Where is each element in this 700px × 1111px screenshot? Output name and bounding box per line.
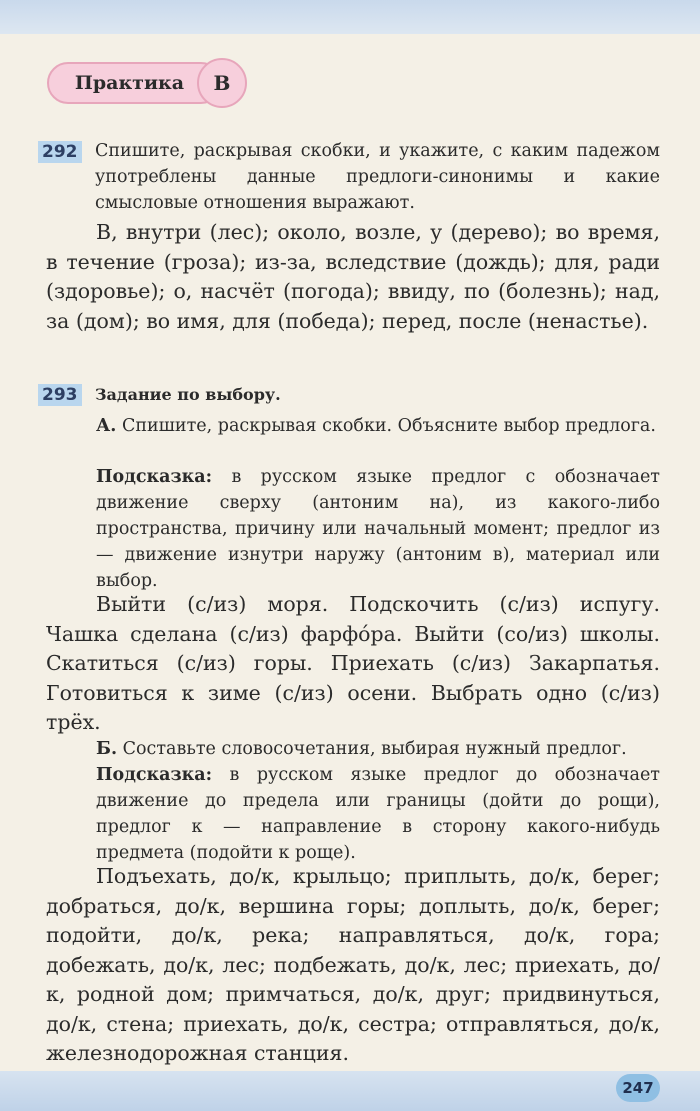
practice-label: Практика — [47, 62, 222, 104]
hint-text: в русском языке предлог с обозначает движение сверху (антоним на), из какого-либо пространства, причину или начальный момент; предлог из — движение изнутри наружу (антоним в), материал или выбор. — [96, 467, 660, 591]
part-b-text: Подъехать, до/к, крыльцо; приплыть, до/к, берег; добраться, до/к, вершина горы; доплыть, до/к, берег; подойти, до/к, река; направляться, до/к, гора; добежать, до/к, лес; подбежать, до/к, лес; приехать, до/к, родной дом; примчаться, до/к, друг; придвинуться, до/к, стена; приехать, до/к, сестра; отправляться, до/к, железнодорожная станция. — [46, 864, 660, 1065]
practice-header — [47, 58, 247, 108]
part-b-task — [96, 736, 660, 762]
part-a-text: Выйти (с/из) моря. Подскочить (с/из) испугу. Чашка сделана (с/из) фарфóра. Выйти (со/из) школы. Скатиться (с/из) горы. Приехать (с/из) Закарпатья. Готовиться к зиме (с/из) осени. Выбрать одно (с/из) трёх. — [46, 592, 660, 734]
part-a-task-text: Спишите, раскрывая скобки. Объясните выбор предлога. — [121, 416, 656, 436]
hint-label: Подсказка: — [96, 467, 213, 487]
practice-level-badge: В — [197, 58, 247, 108]
exercise-task: Задание по выбору. — [95, 385, 281, 404]
exercise-text: В, внутри (лес); около, возле, у (дерево); во время, в течение (гроза); из-за, вследствие (дождь); для, ради (здоровье); о, насчёт (погода); ввиду, по (болезнь); над, за (дом); во имя, для (победа); перед, после (ненастье). — [46, 220, 660, 333]
exercise-number: 293 — [38, 384, 82, 406]
hint-label: Подсказка: — [96, 765, 213, 785]
exercise-task: Спишите, раскрывая скобки, и укажите, с каким падежом употреблены данные предлоги-синонимы и какие смысловые отношения выражают. — [95, 141, 660, 213]
part-a-hint — [96, 464, 660, 594]
page-number: 247 — [616, 1074, 660, 1102]
hint-text: в русском языке предлог до обозначает движение до предела или границы (дойти до рощи), предлог к — направление в сторону какого-нибудь предмета (подойти к роще). — [96, 765, 660, 863]
part-b-task-text: Составьте словосочетания, выбирая нужный предлог. — [122, 739, 627, 759]
bottom-band — [0, 1071, 700, 1111]
part-b-hint — [96, 762, 660, 866]
part-a-task — [96, 413, 660, 439]
part-a-label: А. — [96, 416, 117, 436]
part-b-label: Б. — [96, 739, 118, 759]
top-band — [0, 0, 700, 34]
exercise-number: 292 — [38, 141, 82, 163]
